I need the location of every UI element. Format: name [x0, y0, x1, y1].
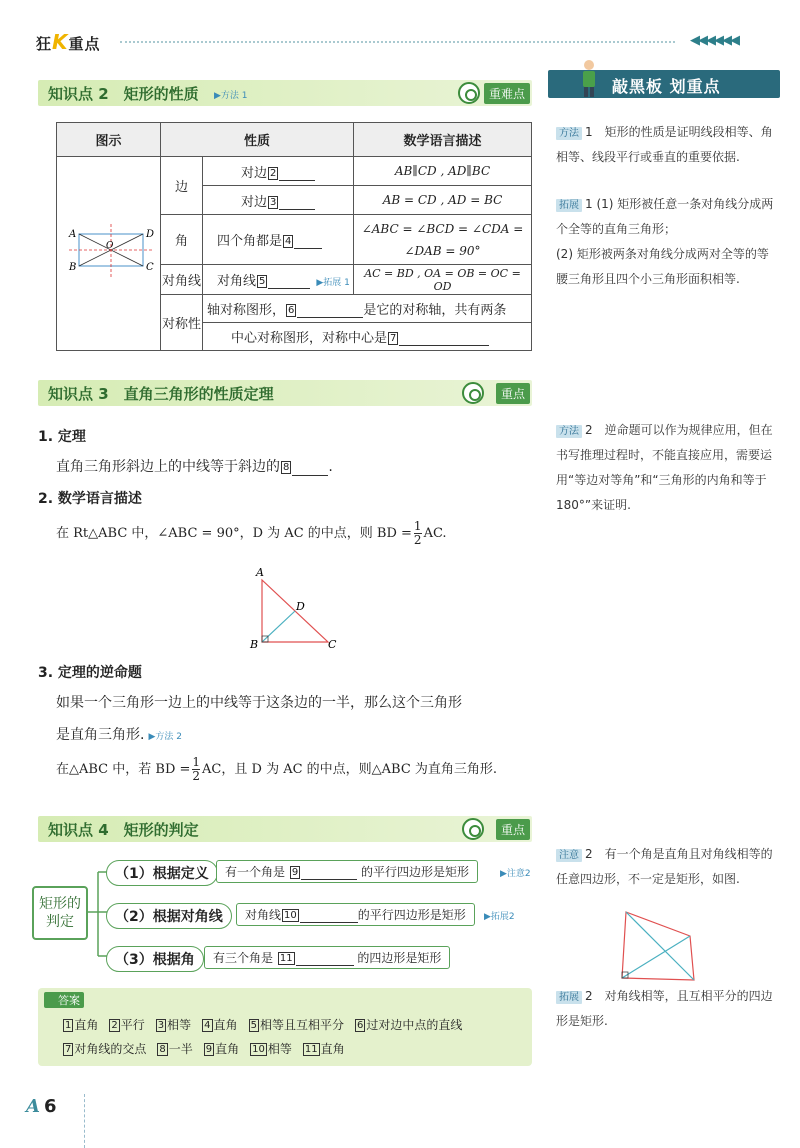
subheading-2: 2. 数学语言描述: [38, 491, 142, 507]
answer-item: 1 直角: [65, 1018, 99, 1032]
col-header: 数学语言描述: [354, 123, 532, 157]
converse-line-1: 如果一个三角形一边上的中线等于这条边的一半，那么这个三角形: [56, 695, 462, 711]
answer-item: 7 对角线的交点: [65, 1042, 147, 1056]
side-note-method-2: 方法 2 逆命题可以作为规律应用，但在书写推理过程时，不能直接应用，需要运用“等边对等角”和“三角形的内角和等于 180°”来证明.: [556, 423, 773, 512]
subheading-3: 3. 定理的逆命题: [38, 665, 142, 681]
diagonal-property: 对角线 5 ▶拓展 1: [203, 265, 354, 295]
rectangle-property-table: [56, 122, 532, 351]
magnifier-icon: [458, 82, 480, 104]
mindmap-leaf-angle: 有三个角是 11 的四边形是矩形: [204, 946, 450, 969]
mindmap-branch-definition: （1）根据定义: [106, 860, 218, 886]
side-note-extension-1: 拓展 1 (1) 矩形被任意一条对角线分成两个全等的直角三角形； (2) 矩形被两条对角线分成两对全等的等腰三角形且四个小三角形面积相等.: [556, 197, 774, 286]
answer-item: 6 过对边中点的直线: [356, 1018, 463, 1032]
side-panel-title: 敲黑板 划重点: [612, 77, 721, 96]
mindmap-root: 矩形的 判定: [32, 886, 88, 940]
center-label: O: [105, 240, 113, 251]
symmetry-center: 中心对称图形，对称中心是 7: [203, 323, 532, 351]
converse-math: 在△ABC 中，若 BD = $\frac{1}{2}$ AC，且 D 为 AC 的中点，则△ABC 为直角三角形.: [56, 755, 498, 783]
answer-row-2: [62, 1040, 345, 1057]
row-label-angle: 角: [161, 215, 203, 265]
mindmap-branch-diagonal: （2）根据对角线: [106, 903, 232, 929]
rectangle-figure: [61, 222, 157, 282]
theorem-text: 直角三角形斜边上的中线等于斜边的 8 .: [56, 459, 333, 475]
section-title: 知识点 2 矩形的性质: [48, 85, 199, 103]
header-arrows-icon: ◀◀◀◀◀◀: [690, 33, 738, 48]
col-header: 图示: [57, 123, 161, 157]
vertex-label: B: [68, 261, 76, 273]
symmetry-axis: 轴对称图形， 6 是它的对称轴，共有两条: [203, 295, 532, 323]
row-label-edge: 边: [161, 157, 203, 215]
method-ref[interactable]: ▶方法 1: [214, 91, 248, 101]
edge-property-1: 对边 2: [203, 157, 354, 186]
vertex-label: B: [250, 638, 259, 651]
answer-item: 9 直角: [205, 1042, 240, 1056]
vertex-label: C: [328, 638, 337, 651]
edge-math-2: AB = CD , AD = BC: [354, 186, 532, 215]
mindmap-branch-angle: （3）根据角: [106, 946, 204, 972]
section-bar-kp2: [38, 80, 532, 106]
answer-item: 10 相等: [252, 1042, 292, 1056]
subheading-1: 1. 定理: [38, 429, 86, 445]
angle-math: ∠ABC = ∠BCD = ∠CDA = ∠DAB = 90°: [354, 215, 532, 265]
teacher-icon: [576, 58, 602, 98]
answer-item: 4 直角: [204, 1018, 238, 1032]
answer-item: 3 相等: [157, 1018, 192, 1032]
vertex-label: D: [296, 600, 305, 613]
side-note-method-1: 方法 1 矩形的性质是证明线段相等、角相等、线段平行或垂直的重要依据.: [556, 125, 773, 164]
vertex-label: A: [68, 228, 76, 240]
page-number: A 6: [26, 1096, 57, 1117]
math-description: 在 Rt△ABC 中，∠ABC = 90°，D 为 AC 的中点，则 BD = $\frac{1}{2}$ AC.: [56, 519, 447, 547]
target-icon: [462, 382, 484, 404]
answer-item: 2 平行: [111, 1018, 145, 1032]
row-label-diagonal: 对角线: [161, 265, 203, 295]
difficulty-tag: 重点: [496, 383, 530, 404]
vertex-label: C: [145, 261, 154, 273]
edge-property-2: 对边 3: [203, 186, 354, 215]
extension-ref[interactable]: ▶拓展2: [484, 912, 515, 922]
brand-logo: 狂K重点: [36, 30, 101, 54]
edge-math-1: AB∥CD , AD∥BC: [354, 157, 532, 186]
converse-line-2: 是直角三角形. ▶方法 2: [56, 727, 182, 743]
mindmap-leaf-diagonal: 对角线 10 的平行四边形是矩形: [236, 903, 475, 926]
answer-row-1: [62, 1016, 462, 1033]
answer-item: 11 直角: [304, 1042, 345, 1056]
col-header: 性质: [161, 123, 354, 157]
footer-divider: [84, 1094, 85, 1148]
mindmap-leaf-definition: 有一个角是 9 的平行四边形是矩形: [216, 860, 478, 883]
header-divider: [120, 41, 675, 43]
section-bar-kp3: [38, 380, 532, 406]
figure-cell: [57, 157, 161, 351]
counterexample-quadrilateral: [618, 908, 702, 984]
mindmap-connectors: [88, 868, 108, 964]
target-icon: [462, 818, 484, 840]
row-label-symmetry: 对称性: [161, 295, 203, 351]
note-ref[interactable]: ▶注意2: [500, 869, 531, 879]
side-panel-header: [548, 70, 780, 98]
answer-item: 8 一半: [159, 1042, 193, 1056]
section-title: 知识点 4 矩形的判定: [48, 821, 199, 839]
vertex-label: D: [145, 228, 154, 240]
answer-item: 5 相等且互相平分: [250, 1018, 344, 1032]
side-note-caution-2: 注意 2 有一个角是直角且对角线相等的任意四边形，不一定是矩形，如图.: [556, 847, 773, 886]
section-title: 知识点 3 直角三角形的性质定理: [48, 385, 274, 403]
angle-property: 四个角都是 4: [203, 215, 354, 265]
side-note-extension-2: 拓展 2 对角线相等，且互相平分的四边形是矩形.: [556, 989, 773, 1028]
right-triangle-figure: [248, 566, 348, 654]
diagonal-math: AC = BD , OA = OB = OC = OD: [354, 265, 532, 295]
vertex-label: A: [256, 566, 264, 579]
difficulty-tag: 重点: [496, 819, 530, 840]
difficulty-tag: 重难点: [484, 83, 530, 104]
section-bar-kp4: [38, 816, 532, 842]
answer-tag: 答案: [44, 992, 84, 1008]
